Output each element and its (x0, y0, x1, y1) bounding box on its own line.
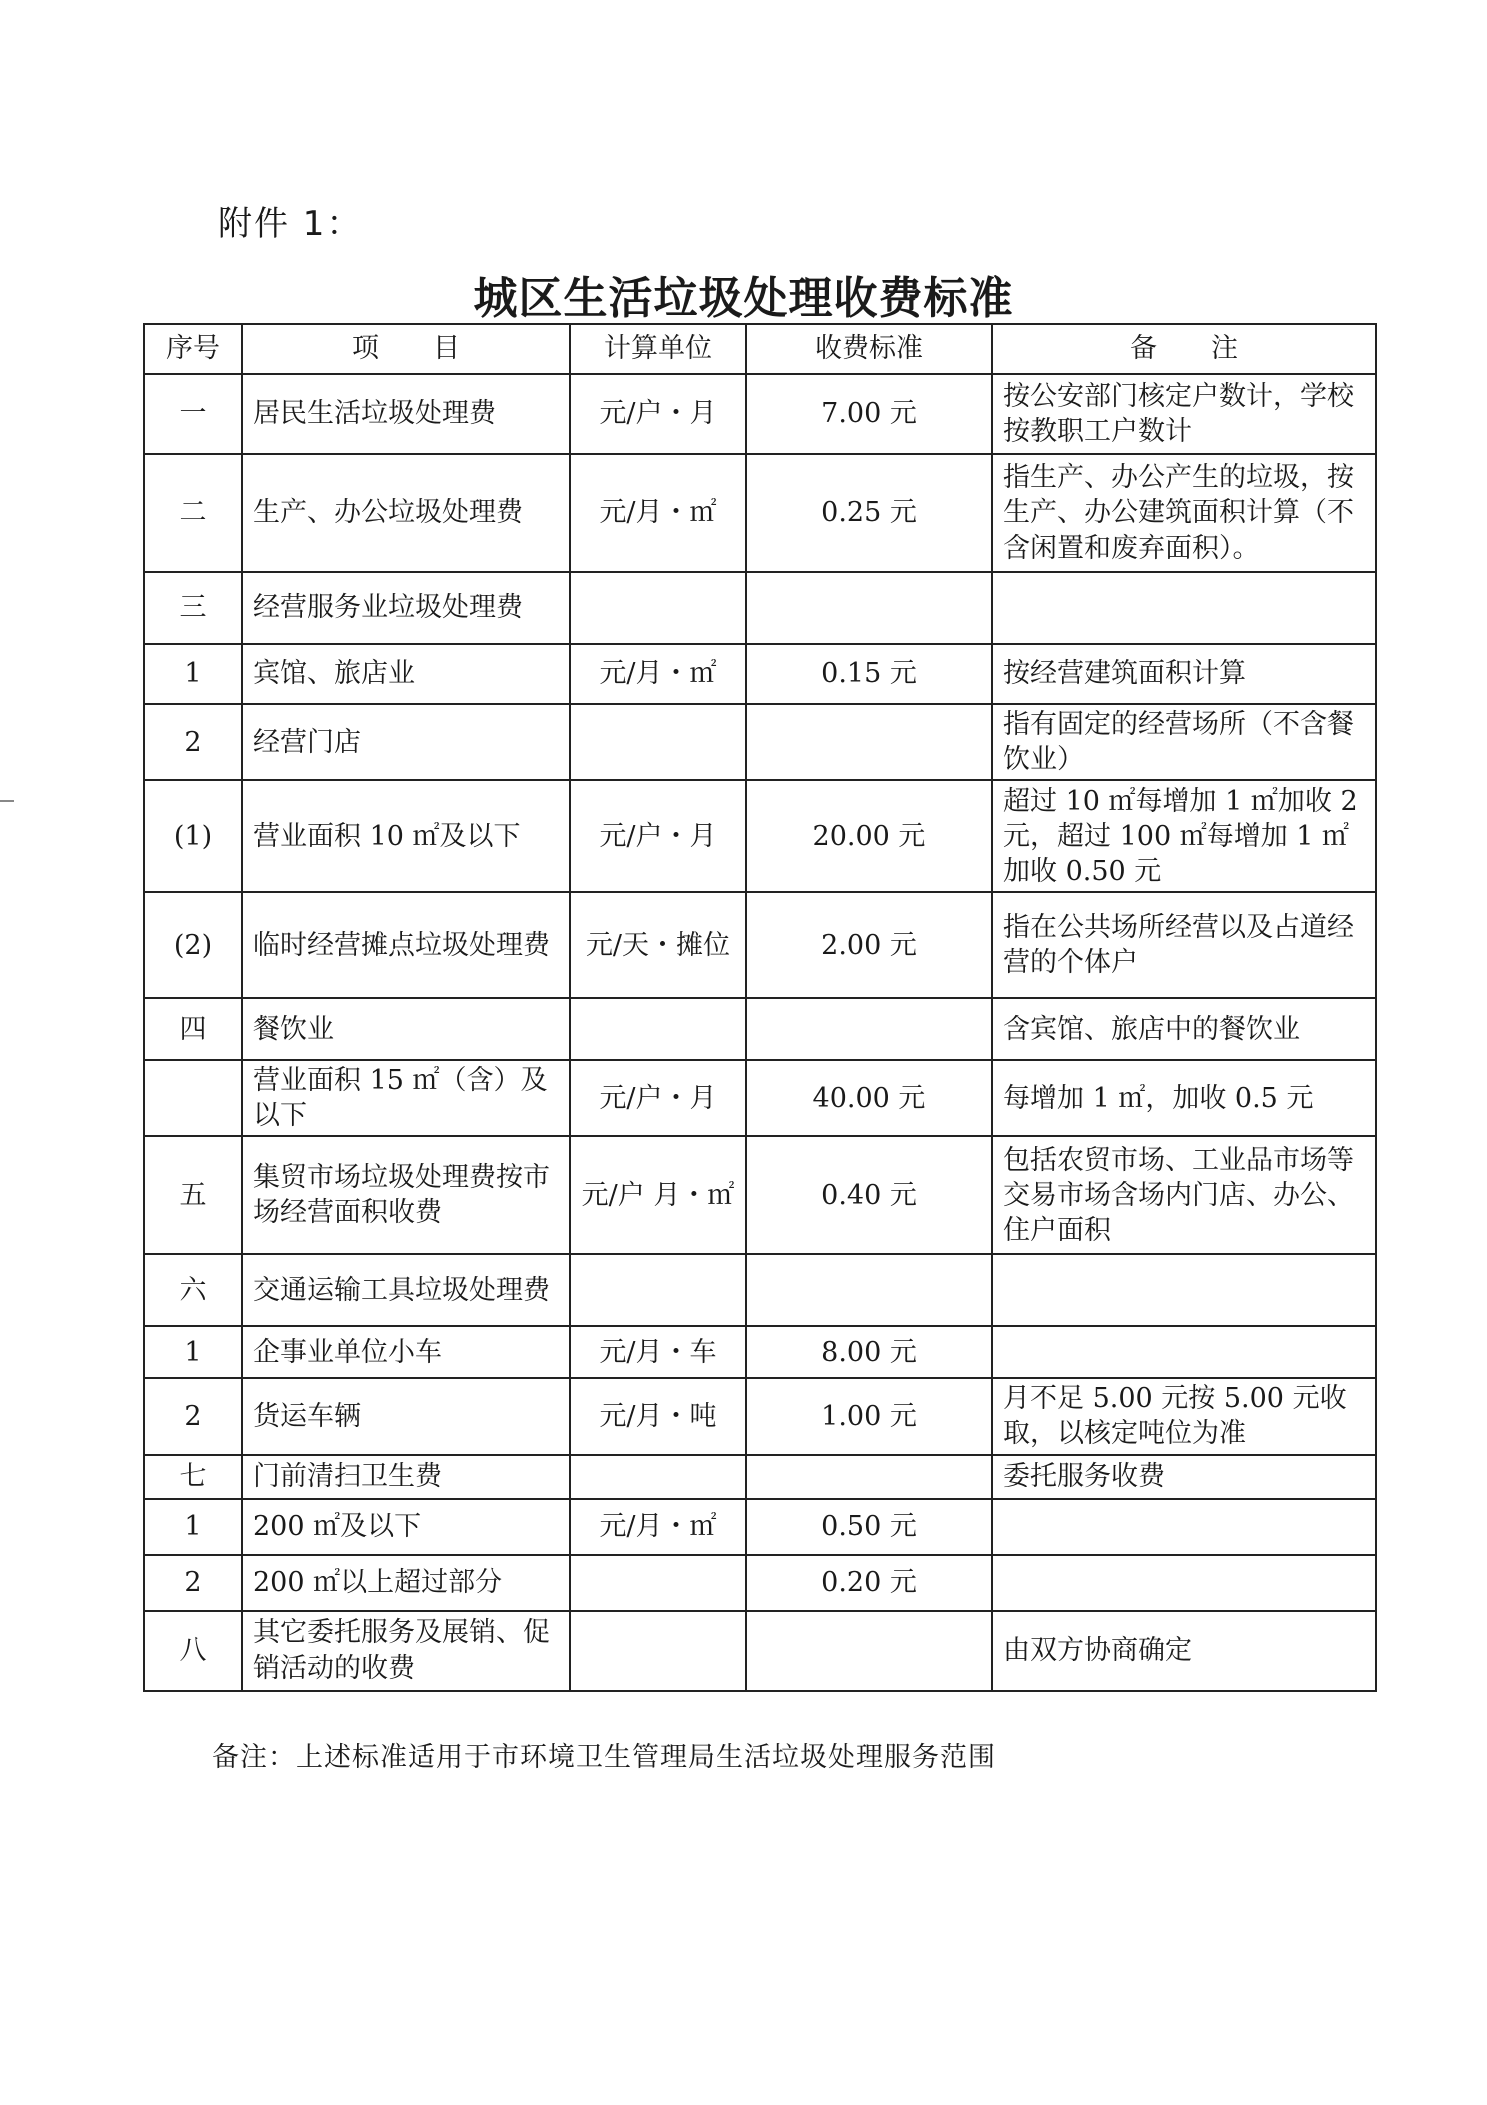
table-row (144, 644, 1376, 704)
cell-unit: 元/户・月 (570, 780, 746, 892)
cell-item: 货运车辆 (242, 1378, 570, 1454)
cell-note: 包括农贸市场、工业品市场等交易市场含场内门店、办公、住户面积 (992, 1136, 1376, 1254)
fee-standard-table (143, 323, 1377, 1692)
table-row (144, 572, 1376, 644)
cell-item: 生产、办公垃圾处理费 (242, 454, 570, 572)
cell-fee (746, 1455, 992, 1499)
cell-fee (746, 1611, 992, 1691)
header-seq: 序号 (144, 324, 242, 374)
cell-item: 200 ㎡以上超过部分 (242, 1555, 570, 1611)
table-row (144, 1378, 1376, 1454)
cell-seq: 六 (144, 1254, 242, 1326)
cell-fee: 8.00 元 (746, 1326, 992, 1378)
cell-note: 超过 10 ㎡每增加 1 ㎡加收 2 元，超过 100 ㎡每增加 1 ㎡加收 0.50 元 (992, 780, 1376, 892)
cell-note: 委托服务收费 (992, 1455, 1376, 1499)
cell-fee: 40.00 元 (746, 1060, 992, 1136)
cell-fee: 2.00 元 (746, 892, 992, 998)
cell-unit (570, 572, 746, 644)
table-row (144, 1254, 1376, 1326)
attachment-label: 附件 1： (218, 204, 363, 244)
cell-unit: 元/月・㎡ (570, 454, 746, 572)
cell-unit (570, 998, 746, 1060)
cell-fee: 0.50 元 (746, 1499, 992, 1555)
cell-unit: 元/月・㎡ (570, 644, 746, 704)
cell-fee: 1.00 元 (746, 1378, 992, 1454)
header-note: 备 注 (992, 324, 1376, 374)
cell-item: 宾馆、旅店业 (242, 644, 570, 704)
cell-note (992, 1555, 1376, 1611)
cell-note (992, 1499, 1376, 1555)
cell-note: 指生产、办公产生的垃圾，按生产、办公建筑面积计算（不含闲置和废弃面积）。 (992, 454, 1376, 572)
cell-seq: 四 (144, 998, 242, 1060)
cell-item: 经营门店 (242, 704, 570, 780)
cell-seq: 八 (144, 1611, 242, 1691)
cell-item: 企事业单位小车 (242, 1326, 570, 1378)
table-header-row (144, 324, 1376, 374)
cell-item: 营业面积 15 ㎡（含）及以下 (242, 1060, 570, 1136)
header-item: 项 目 (242, 324, 570, 374)
cell-fee (746, 704, 992, 780)
cell-seq: 2 (144, 704, 242, 780)
cell-seq: 七 (144, 1455, 242, 1499)
table-row (144, 374, 1376, 454)
cell-item: 200 ㎡及以下 (242, 1499, 570, 1555)
table-row (144, 780, 1376, 892)
cell-unit: 元/户 月・㎡ (570, 1136, 746, 1254)
cell-fee: 0.25 元 (746, 454, 992, 572)
document-title: 城区生活垃圾处理收费标准 (473, 273, 1014, 324)
cell-note: 指在公共场所经营以及占道经营的个体户 (992, 892, 1376, 998)
cell-item: 集贸市场垃圾处理费按市场经营面积收费 (242, 1136, 570, 1254)
cell-unit (570, 1555, 746, 1611)
cell-unit: 元/户・月 (570, 1060, 746, 1136)
cell-unit (570, 1611, 746, 1691)
cell-unit (570, 704, 746, 780)
cell-fee: 20.00 元 (746, 780, 992, 892)
cell-seq: 2 (144, 1555, 242, 1611)
table-row (144, 998, 1376, 1060)
cell-unit: 元/月・车 (570, 1326, 746, 1378)
table-row (144, 1455, 1376, 1499)
table-row (144, 1555, 1376, 1611)
margin-mark (0, 800, 14, 802)
table-row (144, 1326, 1376, 1378)
cell-unit (570, 1254, 746, 1326)
cell-unit: 元/天・摊位 (570, 892, 746, 998)
cell-seq: 二 (144, 454, 242, 572)
cell-item: 餐饮业 (242, 998, 570, 1060)
cell-seq: 2 (144, 1378, 242, 1454)
table-row (144, 1136, 1376, 1254)
cell-item: 门前清扫卫生费 (242, 1455, 570, 1499)
cell-fee (746, 998, 992, 1060)
table-row (144, 704, 1376, 780)
cell-fee (746, 572, 992, 644)
cell-unit (570, 1455, 746, 1499)
cell-unit: 元/月・㎡ (570, 1499, 746, 1555)
cell-seq: 1 (144, 644, 242, 704)
cell-note: 按公安部门核定户数计，学校按教职工户数计 (992, 374, 1376, 454)
cell-note: 按经营建筑面积计算 (992, 644, 1376, 704)
cell-note (992, 1254, 1376, 1326)
cell-item: 营业面积 10 ㎡及以下 (242, 780, 570, 892)
header-fee: 收费标准 (746, 324, 992, 374)
cell-unit: 元/户・月 (570, 374, 746, 454)
cell-fee: 0.20 元 (746, 1555, 992, 1611)
cell-seq: 1 (144, 1326, 242, 1378)
cell-fee: 0.40 元 (746, 1136, 992, 1254)
cell-fee: 0.15 元 (746, 644, 992, 704)
table-row (144, 1611, 1376, 1691)
cell-unit: 元/月・吨 (570, 1378, 746, 1454)
cell-seq: 一 (144, 374, 242, 454)
table-row (144, 892, 1376, 998)
cell-seq: 1 (144, 1499, 242, 1555)
cell-note: 指有固定的经营场所（不含餐饮业） (992, 704, 1376, 780)
cell-note: 每增加 1 ㎡，加收 0.5 元 (992, 1060, 1376, 1136)
cell-item: 其它委托服务及展销、促销活动的收费 (242, 1611, 570, 1691)
cell-item: 交通运输工具垃圾处理费 (242, 1254, 570, 1326)
table-row (144, 1499, 1376, 1555)
cell-seq: (2) (144, 892, 242, 998)
cell-item: 经营服务业垃圾处理费 (242, 572, 570, 644)
footnote: 备注：上述标准适用于市环境卫生管理局生活垃圾处理服务范围 (212, 1742, 996, 1773)
cell-seq: 五 (144, 1136, 242, 1254)
cell-item: 临时经营摊点垃圾处理费 (242, 892, 570, 998)
cell-note: 月不足 5.00 元按 5.00 元收取，以核定吨位为准 (992, 1378, 1376, 1454)
cell-fee (746, 1254, 992, 1326)
cell-fee: 7.00 元 (746, 374, 992, 454)
cell-seq: (1) (144, 780, 242, 892)
cell-seq (144, 1060, 242, 1136)
header-unit: 计算单位 (570, 324, 746, 374)
cell-note (992, 572, 1376, 644)
cell-item: 居民生活垃圾处理费 (242, 374, 570, 454)
cell-seq: 三 (144, 572, 242, 644)
cell-note: 由双方协商确定 (992, 1611, 1376, 1691)
table-row (144, 1060, 1376, 1136)
table-row (144, 454, 1376, 572)
cell-note (992, 1326, 1376, 1378)
cell-note: 含宾馆、旅店中的餐饮业 (992, 998, 1376, 1060)
